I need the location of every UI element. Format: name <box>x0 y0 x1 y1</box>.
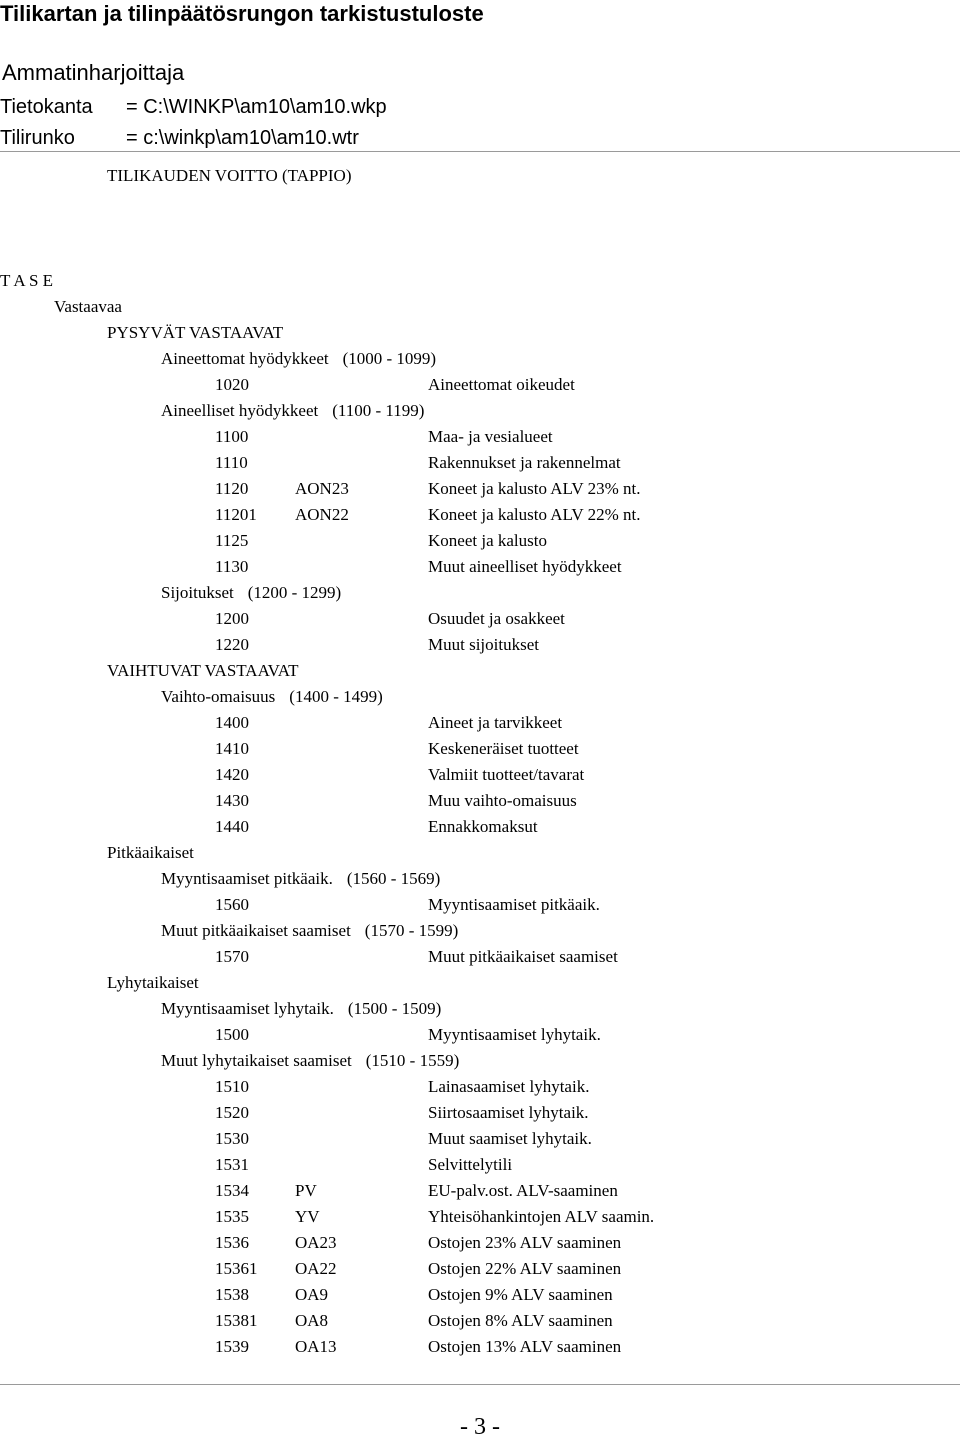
group-range: (1100 - 1199) <box>332 401 425 420</box>
account-code: 1510 <box>215 1077 249 1096</box>
group-heading <box>0 1048 960 1074</box>
section-heading <box>0 163 960 189</box>
account-code: 15381 <box>215 1311 258 1330</box>
balance-heading: T A S E <box>0 271 54 290</box>
chart-path: = c:\winkp\am10\am10.wtr <box>126 127 359 149</box>
group-name: Sijoitukset <box>161 583 234 602</box>
account-code: 11201 <box>215 505 257 524</box>
group-label <box>161 580 341 606</box>
account-name: Muut aineelliset hyödykkeet <box>428 557 622 576</box>
account-row <box>0 892 960 918</box>
long-term-heading: Pitkäaikaiset <box>107 843 194 862</box>
group-range: (1510 - 1559) <box>365 1051 460 1070</box>
header-divider <box>0 151 960 152</box>
vat-code: OA9 <box>295 1285 329 1304</box>
account-row <box>0 736 960 762</box>
database-path: = C:\WINKP\am10\am10.wkp <box>126 96 387 118</box>
account-code: 1420 <box>215 765 249 784</box>
account-name: Myyntisaamiset lyhytaik. <box>428 1025 601 1044</box>
account-name: Koneet ja kalusto <box>428 531 547 550</box>
account-row <box>0 788 960 814</box>
group-heading <box>0 398 960 424</box>
account-code: 1400 <box>215 713 249 732</box>
account-row <box>0 502 960 528</box>
account-code: 1020 <box>215 375 249 394</box>
group-label <box>161 866 440 892</box>
group-label <box>161 684 383 710</box>
group-name: Muut lyhytaikaiset saamiset <box>161 1051 352 1070</box>
account-row <box>0 710 960 736</box>
account-code: 1535 <box>215 1207 249 1226</box>
account-code: 1100 <box>215 427 249 446</box>
account-row <box>0 1334 960 1360</box>
account-name: Siirtosaamiset lyhytaik. <box>428 1103 589 1122</box>
account-row <box>0 450 960 476</box>
account-row <box>0 1074 960 1100</box>
vat-code: OA23 <box>295 1233 337 1252</box>
account-name: Aineet ja tarvikkeet <box>428 713 563 732</box>
account-row <box>0 424 960 450</box>
footer-divider <box>0 1384 960 1385</box>
group-range: (1560 - 1569) <box>346 869 441 888</box>
account-row <box>0 1178 960 1204</box>
account-code: 1430 <box>215 791 249 810</box>
account-row <box>0 1308 960 1334</box>
account-code: 1200 <box>215 609 249 628</box>
account-name: Koneet ja kalusto ALV 22% nt. <box>428 505 641 524</box>
account-row <box>0 1230 960 1256</box>
group-label <box>161 1048 459 1074</box>
account-row <box>0 1152 960 1178</box>
group-name: Myyntisaamiset lyhytaik. <box>161 999 334 1018</box>
account-code: 1520 <box>215 1103 249 1122</box>
account-row <box>0 762 960 788</box>
database-label: Tietokanta <box>0 96 93 118</box>
group-heading <box>0 996 960 1022</box>
account-code: 1560 <box>215 895 249 914</box>
account-name: Ostojen 8% ALV saaminen <box>428 1311 613 1330</box>
group-name: Vaihto-omaisuus <box>161 687 276 706</box>
account-name: Selvittelytili <box>428 1155 513 1174</box>
account-code: 1538 <box>215 1285 249 1304</box>
vat-code: AON23 <box>295 479 349 498</box>
account-code: 1220 <box>215 635 249 654</box>
vat-code: OA13 <box>295 1337 337 1356</box>
vat-code: OA8 <box>295 1311 329 1330</box>
account-code: 1410 <box>215 739 249 758</box>
account-row <box>0 814 960 840</box>
account-name: Keskeneräiset tuotteet <box>428 739 579 758</box>
section-heading <box>0 840 960 866</box>
group-range: (1400 - 1499) <box>289 687 383 706</box>
chart-label: Tilirunko <box>0 127 75 149</box>
group-label <box>161 996 441 1022</box>
account-code: 1500 <box>215 1025 249 1044</box>
group-label <box>161 398 424 424</box>
account-code: 1440 <box>215 817 249 836</box>
fixed-assets-heading: PYSYVÄT VASTAAVAT <box>107 323 284 342</box>
group-range: (1570 - 1599) <box>364 921 459 940</box>
account-name: Osuudet ja osakkeet <box>428 609 565 628</box>
account-name: Myyntisaamiset pitkäaik. <box>428 895 600 914</box>
vat-code: AON22 <box>295 505 349 524</box>
group-range: (1200 - 1299) <box>247 583 342 602</box>
account-row <box>0 1204 960 1230</box>
account-row <box>0 944 960 970</box>
vat-code: OA22 <box>295 1259 337 1278</box>
group-heading <box>0 580 960 606</box>
group-heading <box>0 684 960 710</box>
account-code: 1530 <box>215 1129 249 1148</box>
account-row <box>0 1022 960 1048</box>
account-row <box>0 1256 960 1282</box>
account-code: 1536 <box>215 1233 249 1252</box>
account-code: 1539 <box>215 1337 249 1356</box>
account-code: 1531 <box>215 1155 249 1174</box>
account-row <box>0 1282 960 1308</box>
account-name: Muut saamiset lyhytaik. <box>428 1129 592 1148</box>
account-code: 1125 <box>215 531 249 550</box>
profit-heading: TILIKAUDEN VOITTO (TAPPIO) <box>107 166 352 185</box>
account-name: Yhteisöhankintojen ALV saamin. <box>428 1207 655 1226</box>
account-name: Muu vaihto-omaisuus <box>428 791 577 810</box>
account-code: 1110 <box>215 453 248 472</box>
section-heading <box>0 268 960 294</box>
account-code: 1130 <box>215 557 249 576</box>
account-row <box>0 476 960 502</box>
account-row <box>0 554 960 580</box>
group-name: Myyntisaamiset pitkäaik. <box>161 869 333 888</box>
page-number: - 3 - <box>460 1414 500 1440</box>
account-name: Muut sijoitukset <box>428 635 539 654</box>
group-name: Aineelliset hyödykkeet <box>161 401 319 420</box>
group-heading <box>0 918 960 944</box>
account-name: Koneet ja kalusto ALV 23% nt. <box>428 479 641 498</box>
report-title: Tilikartan ja tilinpäätösrungon tarkistustuloste <box>0 1 484 26</box>
group-range: (1500 - 1509) <box>347 999 442 1018</box>
account-name: Ennakkomaksut <box>428 817 538 836</box>
account-name: EU-palv.ost. ALV-saaminen <box>428 1181 618 1200</box>
account-name: Aineettomat oikeudet <box>428 375 575 394</box>
account-name: Valmiit tuotteet/tavarat <box>428 765 585 784</box>
account-row <box>0 632 960 658</box>
account-name: Maa- ja vesialueet <box>428 427 553 446</box>
current-assets-heading: VAIHTUVAT VASTAAVAT <box>107 661 299 680</box>
account-row <box>0 1126 960 1152</box>
group-name: Muut pitkäaikaiset saamiset <box>161 921 351 940</box>
account-code: 1120 <box>215 479 249 498</box>
account-row <box>0 1100 960 1126</box>
account-name: Ostojen 22% ALV saaminen <box>428 1259 622 1278</box>
section-heading <box>0 970 960 996</box>
group-range: (1000 - 1099) <box>342 349 437 368</box>
account-code: 15361 <box>215 1259 258 1278</box>
group-name: Aineettomat hyödykkeet <box>161 349 329 368</box>
vat-code: PV <box>295 1181 317 1200</box>
account-code: 1534 <box>215 1181 249 1200</box>
group-heading <box>0 346 960 372</box>
company-name: Ammatinharjoittaja <box>2 60 185 85</box>
account-name: Ostojen 13% ALV saaminen <box>428 1337 622 1356</box>
account-row <box>0 372 960 398</box>
group-label <box>161 918 458 944</box>
account-row <box>0 606 960 632</box>
account-name: Ostojen 9% ALV saaminen <box>428 1285 613 1304</box>
vat-code: YV <box>295 1207 320 1226</box>
account-row <box>0 528 960 554</box>
account-name: Rakennukset ja rakennelmat <box>428 453 621 472</box>
account-name: Ostojen 23% ALV saaminen <box>428 1233 622 1252</box>
assets-heading: Vastaavaa <box>54 297 122 316</box>
account-name: Muut pitkäaikaiset saamiset <box>428 947 618 966</box>
section-heading <box>0 658 960 684</box>
group-label <box>161 346 436 372</box>
account-name: Lainasaamiset lyhytaik. <box>428 1077 590 1096</box>
group-heading <box>0 866 960 892</box>
account-code: 1570 <box>215 947 249 966</box>
section-heading <box>0 320 960 346</box>
short-term-heading: Lyhytaikaiset <box>107 973 199 992</box>
section-heading <box>0 294 960 320</box>
